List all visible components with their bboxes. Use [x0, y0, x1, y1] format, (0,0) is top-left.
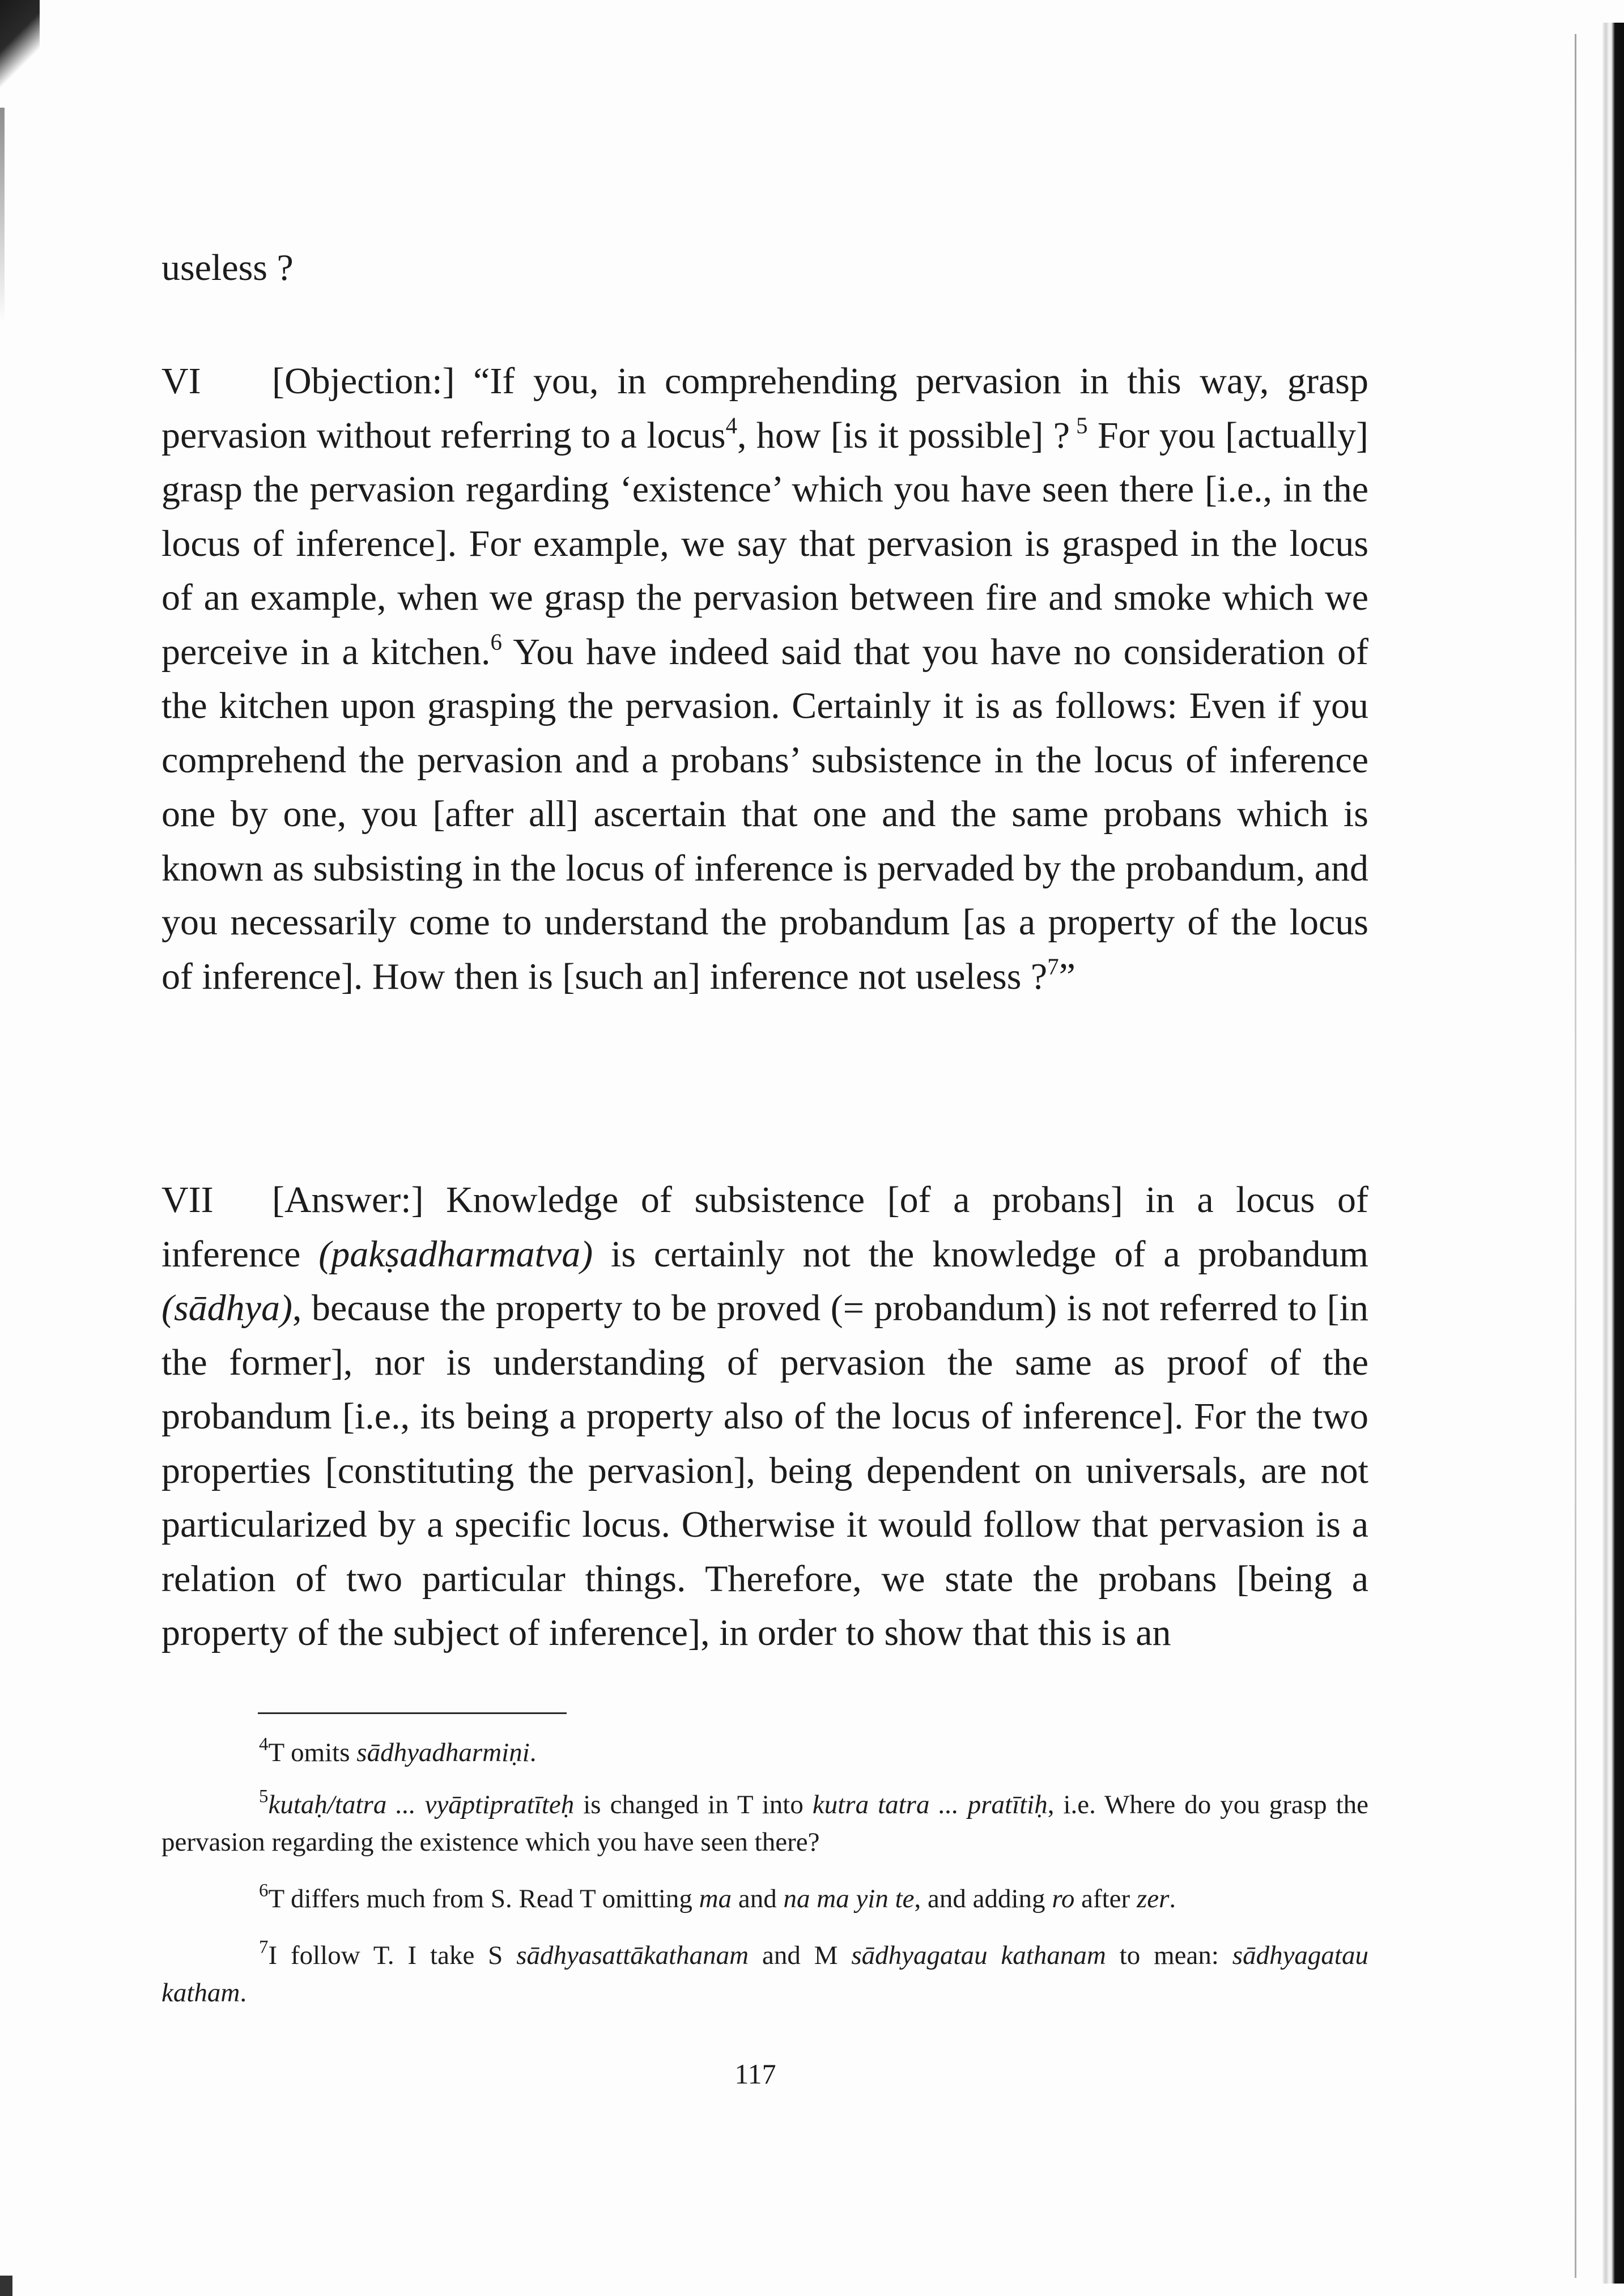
footnote-ref[interactable]: 6: [490, 629, 502, 655]
footnote-text: .: [529, 1738, 537, 1767]
paragraph-text: You have indeed said that you have no consideration of the kitchen upon grasping the pervasion. Certainly it is as follows: Even if you comprehend the pervasion and a probans’ subsistence in the locus of inference one by one, you [after all] ascertain that one and the same probans which is known as subsisting in the locus of inference is pervaded by the probandum, and you necessarily come to understand the probandum [as a property of the locus of inference]. How then is [such an] inference not useless ?: [161, 631, 1368, 997]
continuation-text: [161, 241, 1368, 295]
scan-right-line: [1575, 34, 1576, 2278]
continuation-line: useless ?: [161, 247, 294, 288]
footnote-7: [161, 1937, 1368, 2012]
sanskrit-term: (pakṣadharmatva): [318, 1233, 593, 1275]
paragraph-text: For you [actually] grasp the pervasion regarding ‘existence’ which you have seen there [i.e., in the locus of inference]. For example, we say that pervasion is grasped in the locus of an example, when we grasp the pervasion between fire and smoke which we perceive in a kitchen.: [161, 414, 1369, 673]
sanskrit-term: sādhyadharmiṇi: [356, 1738, 530, 1767]
section-vii-paragraph: [161, 1173, 1368, 1660]
footnote-marker: 4: [259, 1734, 269, 1755]
scan-bottom-mark: [0, 2276, 12, 2296]
paragraph-text: is certainly not the knowledge of a probandum: [593, 1233, 1368, 1275]
footnote-ref[interactable]: 4: [725, 413, 738, 439]
footnote-text: and: [732, 1884, 784, 1914]
footnote-text: I follow T. I take S: [268, 1941, 517, 1970]
footnote-text: , and adding: [914, 1884, 1052, 1914]
paragraph-text: , how [is it possible] ?: [737, 414, 1070, 456]
paragraph-text: ”: [1058, 955, 1075, 997]
sanskrit-term: sādhyagatau kathanam: [851, 1941, 1106, 1970]
footnote-text: , i.e. Where do you grasp the pervasion regarding the existence which you have seen there?: [161, 1790, 1369, 1857]
sanskrit-term: (sādhya): [161, 1287, 292, 1329]
tibetan-term: ro: [1052, 1884, 1075, 1914]
paragraph-text: [Answer:] Knowledge of subsistence [of a probans] in a locus of inference: [161, 1179, 1368, 1275]
footnote-divider: [258, 1712, 567, 1714]
sanskrit-term: kutaḥ/tatra ... vyāptipratīteḥ: [268, 1790, 575, 1819]
footnote-text: .: [240, 1978, 247, 2008]
tibetan-term: na ma yin te: [783, 1884, 915, 1914]
scan-right-edge: [1602, 23, 1624, 2284]
section-number: VI: [161, 360, 201, 402]
footnote-marker: 7: [259, 1937, 269, 1958]
scan-corner-shadow: [0, 0, 40, 108]
footnote-text: .: [1169, 1884, 1176, 1914]
scan-left-edge: [0, 108, 5, 323]
footnote-marker: 5: [259, 1786, 269, 1807]
footnote-text: T omits: [268, 1738, 357, 1767]
footnotes: [161, 1734, 1368, 2031]
section-number: VII: [161, 1179, 214, 1221]
footnote-marker: 6: [259, 1880, 269, 1901]
paragraph-text: , because the property to be proved (= probandum) is not referred to [in the former], nor is understanding of pervasion the same as proof of the probandum [i.e., its being a property also of the locus of inference]. For the two properties [constituting the pervasion], being dependent on universals, are not particularized by a specific locus. Otherwise it would follow that pervasion is a relation of two particular things. Therefore, we state the probans [being a property of the subject of inference], in order to show that this is an: [161, 1287, 1368, 1653]
footnote-text: is changed in T into: [574, 1790, 813, 1819]
footnote-5: [161, 1786, 1368, 1861]
footnote-text: after: [1074, 1884, 1137, 1914]
page-number: 117: [734, 2058, 776, 2090]
footnote-text: to mean:: [1106, 1941, 1232, 1970]
footnote-text: and M: [749, 1941, 852, 1970]
sanskrit-term: sādhyasattākathanam: [516, 1941, 749, 1970]
footnote-ref[interactable]: 7: [1047, 954, 1059, 980]
sanskrit-term: sādhyagatau katham: [161, 1941, 1368, 2008]
tibetan-term: zer: [1136, 1884, 1170, 1914]
footnote-4: [161, 1734, 1368, 1771]
sanskrit-term: kutra tatra ... pratītiḥ: [812, 1790, 1048, 1819]
section-vi-paragraph: [161, 354, 1368, 1004]
footnote-text: T differs much from S. Read T omitting: [268, 1884, 699, 1914]
paragraph-text: [Objection:] “If you, in comprehending pervasion in this way, grasp pervasion without referring to a locus: [161, 360, 1368, 456]
tibetan-term: ma: [699, 1884, 732, 1914]
footnote-ref[interactable]: 5: [1070, 413, 1088, 439]
footnote-6: [161, 1880, 1368, 1917]
